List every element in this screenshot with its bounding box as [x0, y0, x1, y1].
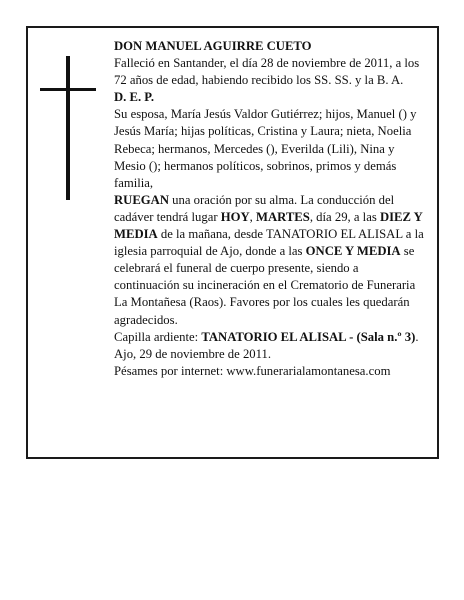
chapel-place: TANATORIO EL ALISAL - (Sala n.º 3) — [201, 329, 416, 344]
martes-label: MARTES — [255, 209, 310, 224]
cross-icon — [40, 56, 96, 200]
prayer-text-2: , día 29, a las — [309, 209, 380, 224]
obituary-notice — [26, 26, 439, 459]
prayer-text-3: de la mañana, desde TANATORIO EL ALISAL a la iglesia parroquial de Ajo, donde a las — [114, 227, 424, 259]
deceased-name: DON MANUEL AGUIRRE CUETO — [114, 39, 312, 53]
cross-vertical-bar — [66, 56, 70, 200]
place-date: Ajo, 29 de noviembre de 2011. — [114, 346, 272, 361]
prayer-text-4: se celebrará el funeral de cuerpo presente, siendo a continuación su incineración en el Crematorio de Funeraria La Montañesa (Raos). Favores por los cuales les quedarán agradecidos. — [114, 244, 416, 327]
chapel-line — [114, 329, 426, 346]
prayer-text-1: una oración por su alma. La conducción del cadáver tendrá lugar — [114, 192, 395, 224]
condolences-line: Pésames por internet: www.funerarialamontanesa.com — [114, 363, 391, 378]
time-label-1: DIEZ Y MEDIA — [114, 209, 423, 242]
time-label-2: ONCE Y MEDIA — [305, 244, 401, 259]
service-details — [114, 192, 426, 329]
chapel-label: Capilla ardiente: — [114, 329, 202, 344]
death-announcement: Falleció en Santander, el día 28 de noviembre de 2011, a los 72 años de edad, habiendo recibido los SS. SS. y la B. A. — [114, 56, 420, 88]
ruegan-label: RUEGAN — [114, 192, 169, 207]
cross-horizontal-bar — [40, 88, 96, 91]
chapel-end: . — [415, 329, 419, 344]
comma-text: , — [249, 209, 256, 224]
notice-text — [114, 38, 426, 380]
family-list: Su esposa, María Jesús Valdor Gutiérrez; hijos, Manuel () y Jesús María; hijas políticas, Cristina y Laura; nieta, Noelia Rebeca; hermanos, Mercedes (), Everilda (Lili), Nina y Mesio (); hermanos políticos, sobrinos, primos y demás familia, — [114, 107, 417, 190]
rip-line: D. E. P. — [114, 90, 155, 105]
hoy-label: HOY — [220, 209, 250, 224]
